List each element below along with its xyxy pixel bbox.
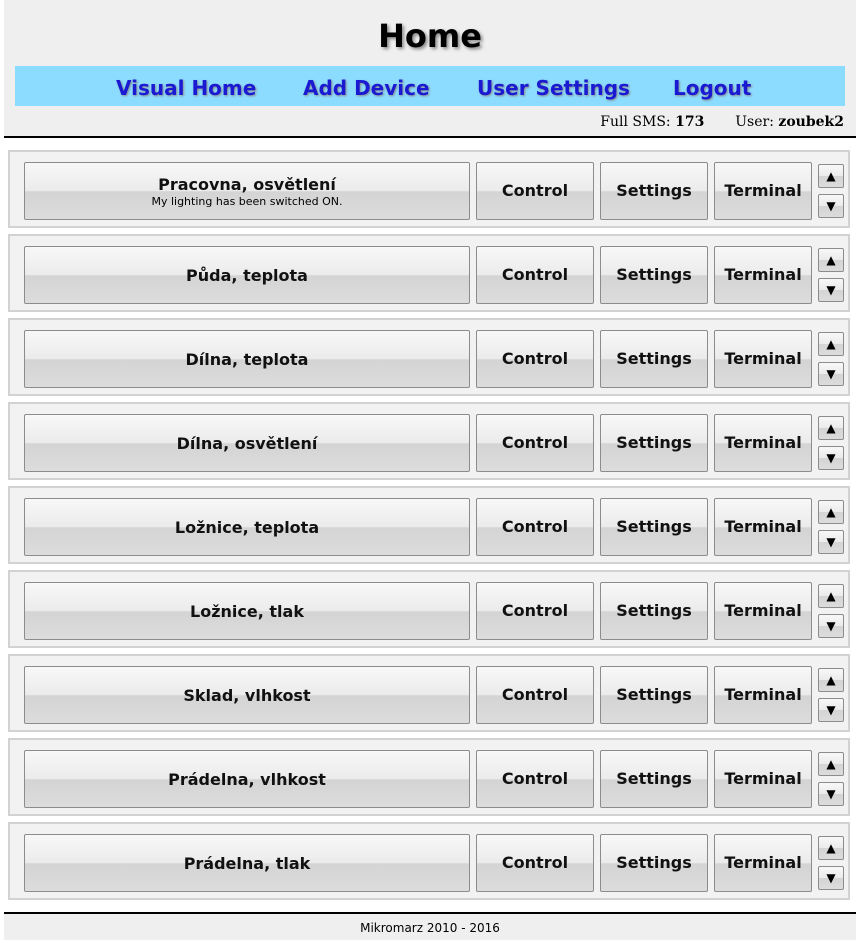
device-name: Prádelna, vlhkost bbox=[168, 769, 326, 789]
nav-visual-home-link[interactable]: Visual Home bbox=[116, 76, 257, 100]
device-name-button[interactable] bbox=[24, 750, 470, 808]
device-row bbox=[8, 822, 850, 900]
account-status bbox=[600, 114, 844, 130]
control-button[interactable]: Control bbox=[476, 414, 594, 472]
sms-label: Full SMS: bbox=[600, 114, 671, 130]
device-row bbox=[8, 738, 850, 816]
device-name: Dílna, teplota bbox=[185, 349, 309, 369]
terminal-button[interactable]: Terminal bbox=[714, 162, 812, 220]
device-name-button[interactable] bbox=[24, 162, 470, 220]
device-row bbox=[8, 402, 850, 480]
device-name-button[interactable] bbox=[24, 414, 470, 472]
control-button[interactable]: Control bbox=[476, 498, 594, 556]
move-down-icon[interactable]: ▼ bbox=[818, 698, 844, 722]
settings-button[interactable]: Settings bbox=[600, 750, 708, 808]
control-button[interactable]: Control bbox=[476, 582, 594, 640]
nav-add-device-link[interactable]: Add Device bbox=[303, 76, 430, 100]
device-row bbox=[8, 486, 850, 564]
device-name-button[interactable] bbox=[24, 246, 470, 304]
header bbox=[4, 0, 856, 138]
settings-button[interactable]: Settings bbox=[600, 330, 708, 388]
move-up-icon[interactable]: ▲ bbox=[818, 332, 844, 356]
terminal-button[interactable]: Terminal bbox=[714, 582, 812, 640]
settings-button[interactable]: Settings bbox=[600, 834, 708, 892]
device-name: Půda, teplota bbox=[186, 265, 308, 285]
move-up-icon[interactable]: ▲ bbox=[818, 836, 844, 860]
move-down-icon[interactable]: ▼ bbox=[818, 530, 844, 554]
device-row bbox=[8, 150, 850, 228]
user-name: zoubek2 bbox=[778, 114, 844, 130]
move-down-icon[interactable]: ▼ bbox=[818, 866, 844, 890]
device-name: Pracovna, osvětlení bbox=[158, 174, 336, 194]
page bbox=[4, 0, 856, 944]
device-name: Prádelna, tlak bbox=[183, 853, 311, 873]
move-up-icon[interactable]: ▲ bbox=[818, 584, 844, 608]
device-name-button[interactable] bbox=[24, 582, 470, 640]
device-name: Ložnice, tlak bbox=[190, 601, 304, 621]
control-button[interactable]: Control bbox=[476, 246, 594, 304]
move-down-icon[interactable]: ▼ bbox=[818, 362, 844, 386]
settings-button[interactable]: Settings bbox=[600, 414, 708, 472]
device-row bbox=[8, 570, 850, 648]
terminal-button[interactable]: Terminal bbox=[714, 498, 812, 556]
device-name-button[interactable] bbox=[24, 834, 470, 892]
terminal-button[interactable]: Terminal bbox=[714, 834, 812, 892]
device-name-button[interactable] bbox=[24, 330, 470, 388]
nav-user-settings-link[interactable]: User Settings bbox=[477, 76, 630, 100]
user-label: User: bbox=[735, 114, 774, 130]
terminal-button[interactable]: Terminal bbox=[714, 414, 812, 472]
terminal-button[interactable]: Terminal bbox=[714, 246, 812, 304]
device-row bbox=[8, 654, 850, 732]
device-row bbox=[8, 234, 850, 312]
move-down-icon[interactable]: ▼ bbox=[818, 278, 844, 302]
move-up-icon[interactable]: ▲ bbox=[818, 752, 844, 776]
settings-button[interactable]: Settings bbox=[600, 162, 708, 220]
move-down-icon[interactable]: ▼ bbox=[818, 446, 844, 470]
settings-button[interactable]: Settings bbox=[600, 582, 708, 640]
device-name: Dílna, osvětlení bbox=[176, 433, 318, 453]
move-up-icon[interactable]: ▲ bbox=[818, 416, 844, 440]
move-down-icon[interactable]: ▼ bbox=[818, 614, 844, 638]
sms-count: 173 bbox=[675, 114, 705, 130]
terminal-button[interactable]: Terminal bbox=[714, 666, 812, 724]
device-name: Sklad, vlhkost bbox=[183, 685, 311, 705]
nav-logout-link[interactable]: Logout bbox=[673, 76, 752, 100]
move-up-icon[interactable]: ▲ bbox=[818, 668, 844, 692]
settings-button[interactable]: Settings bbox=[600, 246, 708, 304]
control-button[interactable]: Control bbox=[476, 330, 594, 388]
settings-button[interactable]: Settings bbox=[600, 666, 708, 724]
page-title: Home bbox=[378, 17, 482, 55]
device-name-button[interactable] bbox=[24, 498, 470, 556]
control-button[interactable]: Control bbox=[476, 162, 594, 220]
move-up-icon[interactable]: ▲ bbox=[818, 500, 844, 524]
terminal-button[interactable]: Terminal bbox=[714, 750, 812, 808]
move-down-icon[interactable]: ▼ bbox=[818, 194, 844, 218]
device-name-button[interactable] bbox=[24, 666, 470, 724]
control-button[interactable]: Control bbox=[476, 834, 594, 892]
device-row bbox=[8, 318, 850, 396]
move-up-icon[interactable]: ▲ bbox=[818, 164, 844, 188]
control-button[interactable]: Control bbox=[476, 750, 594, 808]
move-up-icon[interactable]: ▲ bbox=[818, 248, 844, 272]
terminal-button[interactable]: Terminal bbox=[714, 330, 812, 388]
device-name: Ložnice, teplota bbox=[174, 517, 320, 537]
nav-bar bbox=[15, 66, 845, 106]
move-down-icon[interactable]: ▼ bbox=[818, 782, 844, 806]
footer: Mikromarz 2010 - 2016 bbox=[4, 912, 856, 940]
settings-button[interactable]: Settings bbox=[600, 498, 708, 556]
device-message: My lighting has been switched ON. bbox=[151, 194, 343, 208]
control-button[interactable]: Control bbox=[476, 666, 594, 724]
